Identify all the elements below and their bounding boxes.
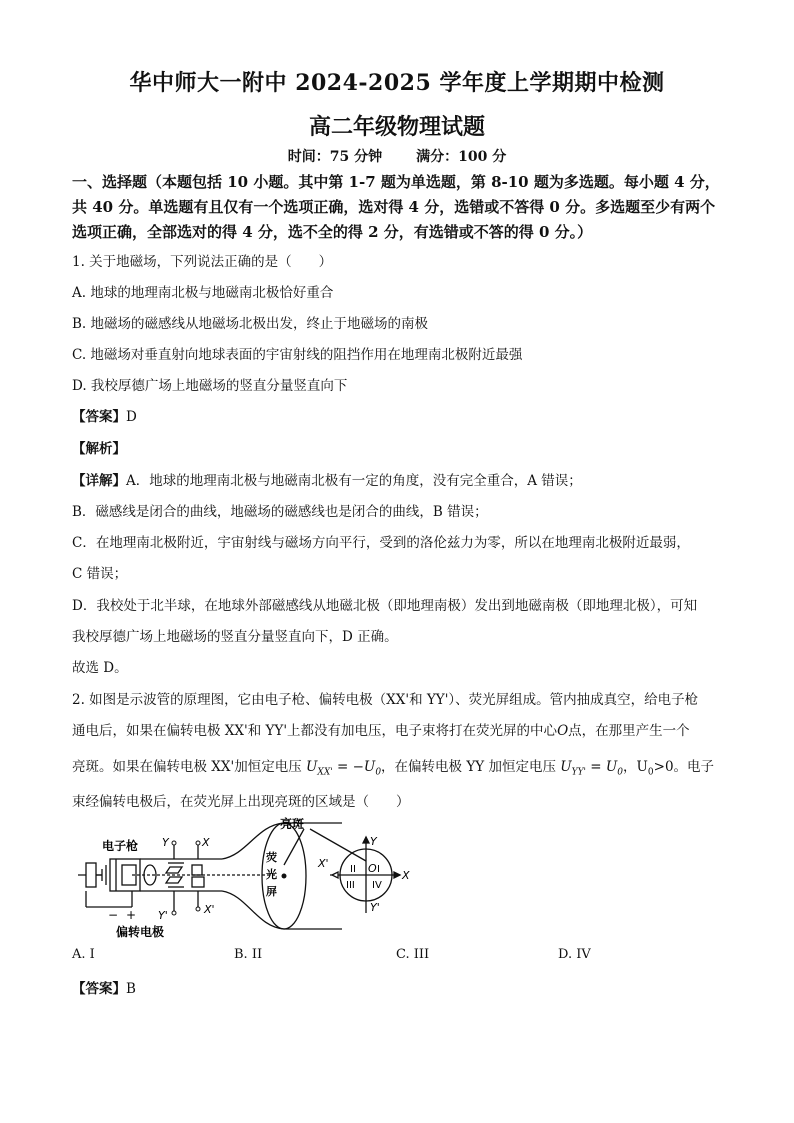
- q1-analysis-label: 【解析】: [72, 441, 126, 457]
- q1-option-a: A. 地球的地理南北极与地磁南北极恰好重合: [72, 285, 334, 301]
- svg-text:X': X': [318, 857, 329, 870]
- q1-detail-c2: C 错误；: [72, 566, 128, 582]
- svg-text:III: III: [346, 880, 355, 891]
- q2-line-2: 通电后，如果在偏转电极 XX'和 YY'上都没有加电压，电子束将打在荧光屏的中心O点，在那里产生一个: [72, 723, 690, 739]
- svg-text:X: X: [202, 836, 210, 849]
- label-deflection-electrodes: 偏转电极: [116, 925, 165, 939]
- answer-value: D: [126, 409, 137, 425]
- q2-option-b: B. II: [234, 947, 263, 962]
- q1-detail-d1: D．我校处于北半球，在地球外部磁感线从地磁北极（即地理南极）发出到地磁南极（即地理北极），可知: [72, 598, 698, 614]
- label-electron-gun: 电子枪: [102, 839, 139, 853]
- q2-answer: 【答案】B: [72, 981, 136, 997]
- svg-text:II: II: [350, 864, 356, 875]
- equation-uyy: $U_{YY'} = U_0$: [560, 759, 624, 778]
- detail-label: 【详解】: [72, 473, 126, 489]
- svg-text:X': X': [204, 903, 215, 916]
- q1-option-c: C. 地磁场对垂直射向地球表面的宇宙射线的阻挡作用在地理南北极附近最强: [72, 347, 523, 363]
- q1-detail-c1: C．在地理南北极附近，宇宙射线与磁场方向平行，受到的洛伦兹力为零，所以在地理南北极附近最弱，: [72, 535, 690, 551]
- q1-answer: [72, 405, 137, 425]
- q1-conclusion: 故选 D。: [72, 660, 128, 676]
- q1-stem: 1. 关于地磁场，下列说法正确的是（ ）: [72, 254, 333, 270]
- q1-option-d: D. 我校厚德广场上地磁场的竖直分量竖直向下: [72, 378, 348, 394]
- exam-meta: [0, 146, 794, 166]
- q1-detail-b: B．磁感线是闭合的曲线，地磁场的磁感线也是闭合的曲线，B 错误；: [72, 504, 488, 520]
- q2-line-1: 2. 如图是示波管的原理图，它由电子枪、偏转电极（XX'和 YY'）、荧光屏组成。管内抽成真空，给电子枪: [72, 692, 699, 708]
- label-bright-spot: 亮斑: [280, 817, 305, 831]
- svg-text:+: +: [126, 908, 137, 922]
- equation-uxx: $U_{XX'} = -U_0$: [306, 759, 382, 778]
- svg-text:X: X: [402, 869, 410, 882]
- svg-text:Y': Y': [370, 901, 380, 914]
- q2-option-a: A. I: [72, 947, 95, 962]
- svg-text:I: I: [377, 864, 380, 875]
- exam-title: 华中师大一附中 2024-2025 学年度上学期期中检测: [129, 70, 665, 96]
- exam-time: 时间：75 分钟: [287, 149, 383, 165]
- svg-text:O: O: [368, 862, 377, 875]
- svg-text:Y': Y': [158, 909, 168, 922]
- exam-score: 满分：100 分: [416, 149, 507, 165]
- svg-text:荧: 荧: [266, 851, 277, 864]
- exam-subtitle: 高二年级物理试题: [308, 114, 485, 140]
- q2-option-d: D. IV: [558, 947, 591, 962]
- section-instructions: 一、选择题（本题包括 10 小题。其中第 1-7 题为单选题，第 8-10 题为多选题。每小题 4 分，共 40 分。单选题有且仅有一个选项正确，选对得 4 分，选错或不答得 0 分。多选题至少有两个选项正确，全部选对的得 4 分，选不全的得 2 分，有选错或不答的得 0 分。）: [72, 173, 720, 241]
- q1-detail-a: 【详解】A．地球的地理南北极与地磁南北极有一定的角度，没有完全重合，A 错误；: [72, 473, 582, 489]
- q2-option-c: C. III: [396, 947, 430, 962]
- q1-option-b: B. 地磁场的磁感线从地磁场北极出发，终止于地磁场的南极: [72, 316, 429, 332]
- svg-text:Y: Y: [162, 836, 169, 849]
- svg-text:IV: IV: [372, 880, 382, 891]
- svg-text:−: −: [108, 908, 119, 922]
- svg-text:光: 光: [266, 868, 277, 881]
- oscilloscope-diagram: [72, 815, 412, 940]
- q1-detail-d2: 我校厚德广场上地磁场的竖直分量竖直向下，D 正确。: [72, 629, 398, 645]
- svg-text:屏: 屏: [266, 885, 277, 898]
- q2-line-3: 亮斑。如果在偏转电极 XX'加恒定电压 $U_{XX'} = -U_0$，在偏转电极 YY 加恒定电压 $U_{YY'} = U_0$，$U_0>0$。电子: [72, 759, 715, 778]
- svg-text:Y: Y: [370, 835, 377, 848]
- q2-line-4: 束经偏转电极后，在荧光屏上出现亮斑的区域是（ ）: [72, 794, 410, 810]
- answer-label: 【答案】: [72, 409, 126, 425]
